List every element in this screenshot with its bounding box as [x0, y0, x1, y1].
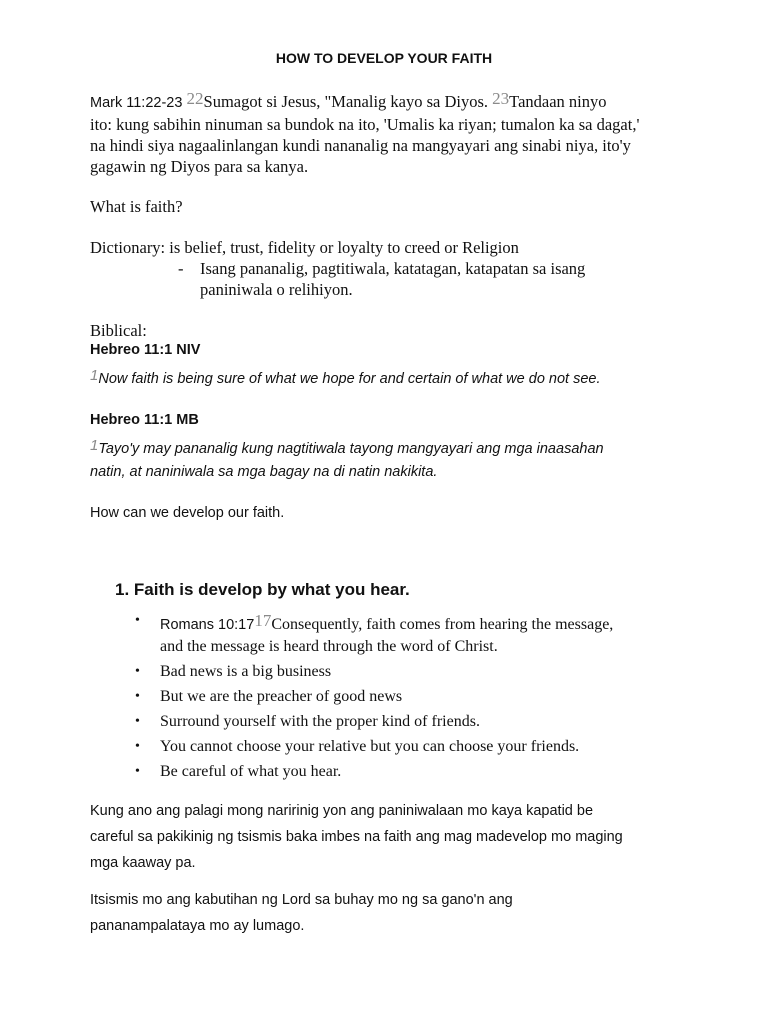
point-1-bullet-list [135, 610, 675, 786]
bullet-dot: • [135, 764, 140, 779]
bullet-dot: • [135, 714, 140, 729]
mb-verse-line-2: natin, at naniniwala sa mga bagay na di natin nakikita. [90, 464, 438, 480]
paragraph-line: mga kaaway pa. [90, 855, 196, 871]
point-1-title: Faith is develop by what you hear. [133, 580, 410, 599]
verse-22-number: 22 [186, 89, 204, 108]
mb-verse-line-1 [90, 434, 680, 461]
dictionary-tagalog-line-2: paniniwala o relihiyon. [200, 280, 353, 299]
paragraph-line: Kung ano ang palagi mong naririnig yon ang paniniwalaan mo kaya kapatid be [90, 803, 594, 819]
what-is-faith: What is faith? [90, 197, 183, 216]
verse-23-text-start: Tandaan ninyo [509, 92, 607, 111]
mark-line-4: gagawin ng Diyos para sa kanya. [90, 157, 309, 176]
bullet-dot: • [135, 689, 140, 704]
bullet-text: Bad news is a big business [160, 663, 332, 680]
bullet-item [135, 736, 675, 758]
mark-reference: Mark 11:22-23 [90, 95, 183, 111]
romans-text-1: Consequently, faith comes from hearing the message, [271, 616, 614, 633]
bullet-item [135, 711, 675, 733]
bullet-dot: • [135, 613, 140, 628]
bullet-item [135, 686, 675, 708]
verse-23-number: 23 [492, 89, 510, 108]
bullet-text: Surround yourself with the proper kind of friends. [160, 713, 480, 730]
mb-verse [90, 434, 680, 484]
mark-line-1 [90, 88, 680, 114]
bullet-text: But we are the preacher of good news [160, 688, 403, 705]
mb-heading: Hebreo 11:1 MB [90, 412, 199, 428]
biblical-label: Biblical: [90, 321, 147, 340]
paragraph-line: careful sa pakikinig ng tsismis baka imbes na faith ang mag madevelop mo maging [90, 829, 623, 845]
paragraph-line: pananampalataya mo ay lumago. [90, 918, 305, 934]
mb-verse-text-1: Tayo'y may pananalig kung nagtitiwala tayong mangyayari ang mga inaasahan [98, 441, 604, 457]
verse-22-text: Sumagot si Jesus, "Manalig kayo sa Diyos. [203, 92, 489, 111]
bullet-text: Be careful of what you hear. [160, 763, 342, 780]
dictionary-tagalog-line-1: Isang pananalig, pagtitiwala, katatagan, katapatan sa isang [200, 259, 586, 278]
document-title: HOW TO DEVELOP YOUR FAITH [275, 50, 493, 66]
dictionary-tagalog [200, 258, 640, 300]
paragraph-line: Itsismis mo ang kabutihan ng Lord sa buhay mo ng sa gano'n ang [90, 892, 513, 908]
niv-verse-text: Now faith is being sure of what we hope for and certain of what we do not see. [98, 371, 601, 387]
romans-reference: Romans 10:17 [160, 617, 255, 633]
bullet-item [135, 661, 675, 683]
dash-marker: - [178, 259, 184, 278]
bullet-item [135, 761, 675, 783]
bullet-dot: • [135, 739, 140, 754]
dictionary-definition: Dictionary: is belief, trust, fidelity or loyalty to creed or Religion [90, 238, 519, 257]
paragraph-tsismis [90, 798, 690, 876]
romans-text-2: and the message is heard through the word of Christ. [160, 638, 498, 655]
point-1-heading [115, 580, 410, 600]
niv-verse [90, 364, 680, 391]
bullet-dot: • [135, 664, 140, 679]
paragraph-kabutihan [90, 887, 690, 939]
mark-passage [90, 88, 680, 177]
bullet-romans [135, 610, 675, 658]
niv-verse-number: 1 [90, 367, 99, 384]
bullet-text: You cannot choose your relative but you can choose your friends. [160, 738, 580, 755]
romans-verse-number: 17 [254, 611, 272, 630]
mb-verse-number: 1 [90, 437, 99, 454]
mark-line-3: na hindi siya nagaalinlangan kundi nananalig na mangyayari ang sinabi niya, ito'y [90, 136, 631, 155]
how-develop-question: How can we develop our faith. [90, 505, 285, 521]
mark-line-2: ito: kung sabihin ninuman sa bundok na ito, 'Umalis ka riyan; tumalon ka sa dagat,' [90, 115, 640, 134]
niv-heading: Hebreo 11:1 NIV [90, 342, 201, 358]
point-1-number: 1. [115, 580, 130, 599]
